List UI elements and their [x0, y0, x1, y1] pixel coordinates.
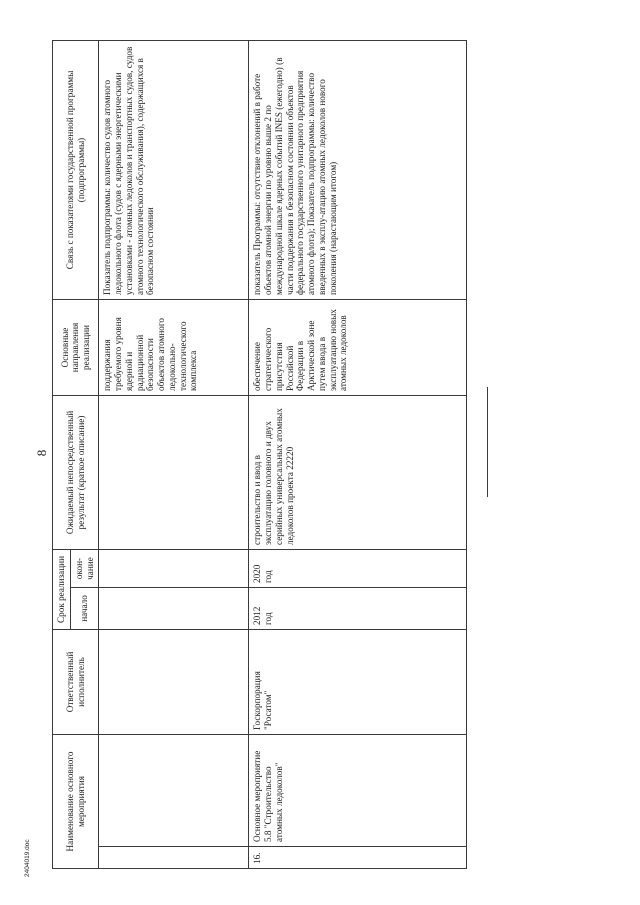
header-directions: Основные направления реализации	[53, 299, 99, 395]
row-link: показатель Программы: отсутствие отклонений в работе объектов атомной энергии по уровню выше 2 по международной шкале ядерных событий INES (ежегодно) (в части поддержания в безопасном состоянии объектов федерального государственного унитарного предприятия атомного флота); Показатель подпрограммы: количество введенных в эксплу-атацию атомных ледоколов нового поколения (нарастающим итогом)	[249, 40, 467, 299]
row-link: Показатель подпрограммы: количество судов атомного ледокольного флота (судов с ядерными энергетическими установками - атомных ледоколов и транспортных судов, судов атомного технологического обслуживания), содержащихся в безопасном состоянии	[99, 40, 249, 299]
header-end: окон-чание	[70, 549, 99, 587]
row-directions: обеспечение стратегического присутствия Российской Федерации в Арктической зоне путем ввода в эксплуатацию новых атомных ледоколов	[249, 299, 467, 395]
row-start: 2012 год	[249, 588, 467, 630]
row-end: 2020 год	[249, 549, 467, 587]
row-number: 16.	[249, 847, 467, 869]
row-start	[99, 588, 249, 630]
page-number: 8	[34, 449, 49, 457]
header-term: Срок реализации	[53, 549, 71, 629]
measures-table	[52, 40, 467, 869]
header-executor: Ответственный исполнитель	[53, 630, 99, 735]
table-header-row	[53, 40, 71, 868]
row-end	[99, 549, 249, 587]
closing-line	[487, 387, 488, 497]
row-name	[99, 735, 249, 847]
header-start: начало	[70, 588, 99, 630]
header-result: Ожидаемый непосредственный результат (краткое описание)	[53, 395, 99, 549]
row-directions: поддержания требуемого уровня ядерной и радиационной безопасности объектов атомного ледокольно-технологического комплекса	[99, 299, 249, 395]
document-reference: 2404019.doc	[24, 839, 31, 877]
row-name: Основное мероприятие 5.8 "Строительство атомных ледоколов"	[249, 735, 467, 847]
header-link: Связь с показателями государственной программы (подпрограммы)	[53, 40, 99, 299]
header-name: Наименование основного мероприятия	[53, 735, 99, 869]
row-result: строительство и ввод в эксплуатацию головного и двух серийных универсальных атомных ледоколов проекта 22220	[249, 395, 467, 549]
row-executor	[99, 630, 249, 735]
row-result	[99, 395, 249, 549]
table-row	[99, 40, 249, 868]
table-row	[249, 40, 467, 868]
document-sheet	[22, 29, 562, 877]
row-executor: Госкорпорация "Росатом"	[249, 630, 467, 735]
row-number	[99, 847, 249, 869]
